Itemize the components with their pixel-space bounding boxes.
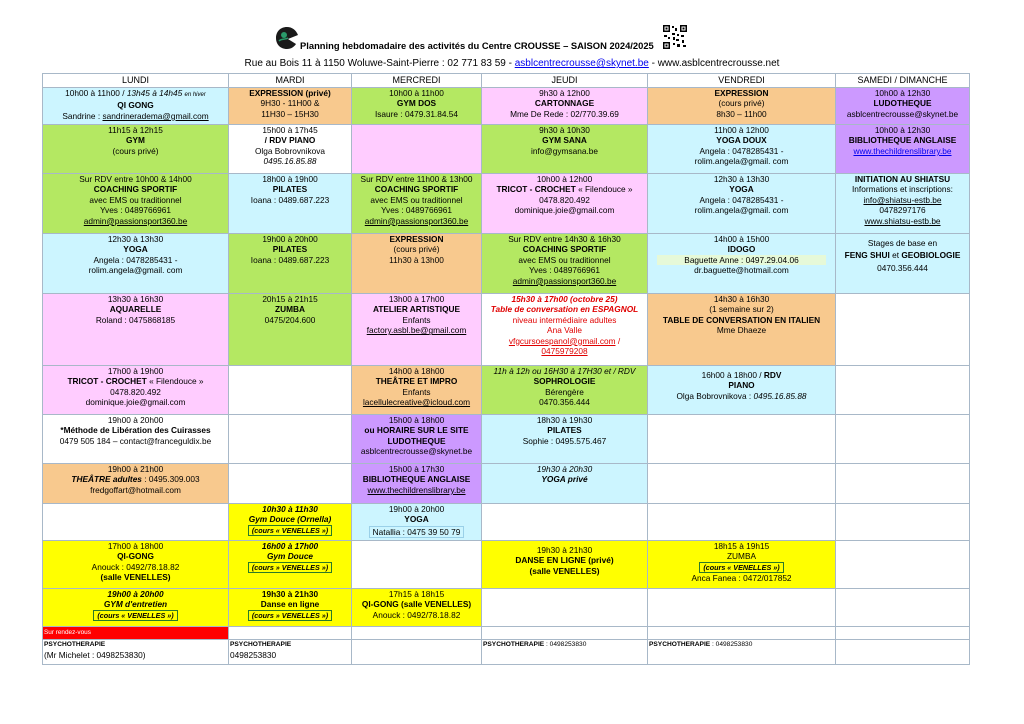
activity-cell: 10h00 à 11h00 / 13h45 à 14h45 en hiver QI GONG Sandrine : sandrineradema@gmail.com xyxy=(43,88,229,125)
address-line: Rue au Bois 11 à 1150 Woluwe-Saint-Pierre : 02 771 83 59 - asblcentrecrousse@skynet.be - www.asblcentrecrousse.net xyxy=(244,58,780,69)
table-row xyxy=(43,234,970,294)
empty-cell xyxy=(482,627,648,640)
centre-crousse-logo-icon xyxy=(275,26,299,50)
activity-cell: 14h00 à 18h00 THEÂTRE ET IMPRO Enfants lacellulecreative@icloud.com xyxy=(352,366,482,415)
activity-cell: 16h00 à 18h00 / RDV PIANO Olga Bobrovnikova : 0495.16.85.88 xyxy=(648,366,836,415)
activity-cell: 19h00 à 20h00 GYM d'entretien (cours « VENELLES ») xyxy=(43,589,229,627)
venelles-badge: (cours « VENELLES ») xyxy=(699,562,783,573)
day-header-mardi: MARDI xyxy=(229,74,352,88)
empty-cell xyxy=(229,464,352,504)
table-row xyxy=(43,415,970,464)
day-header-mercredi: MERCREDI xyxy=(352,74,482,88)
activity-cell: 16h00 à 17h00 Gym Douce (cours » VENELLES ») xyxy=(229,541,352,589)
empty-cell xyxy=(229,627,352,640)
activity-cell: 10h00 à 11h00 GYM DOS Isaure : 0479.31.84.54 xyxy=(352,88,482,125)
activity-cell: 10h30 à 11h30 Gym Douce (Ornella) (cours « VENELLES ») xyxy=(229,504,352,541)
table-row xyxy=(43,464,970,504)
activity-cell: 9h30 à 12h00 CARTONNAGE Mme De Rede : 02/770.39.69 xyxy=(482,88,648,125)
venelles-badge: (cours « VENELLES ») xyxy=(248,525,332,536)
activity-cell: 11h15 à 12h15 GYM (cours privé) xyxy=(43,125,229,174)
empty-cell xyxy=(482,504,648,541)
activity-cell: 10h00 à 12h00 TRICOT - CROCHET « Filendouce » 0478.820.492 dominique.joie@gmail.com xyxy=(482,174,648,234)
activity-cell: 10h00 à 12h30 BIBLIOTHEQUE ANGLAISE www.thechildrenslibrary.be xyxy=(836,125,970,174)
empty-cell xyxy=(352,627,482,640)
empty-cell xyxy=(836,627,970,640)
day-header-row xyxy=(43,74,970,88)
activity-cell: 10h00 à 12h30 LUDOTHEQUE asblcentrecrousse@skynet.be xyxy=(836,88,970,125)
table-row xyxy=(43,294,970,366)
day-header-samedi-dimanche: SAMEDI / DIMANCHE xyxy=(836,74,970,88)
empty-cell xyxy=(229,366,352,415)
activity-cell: PSYCHOTHERAPIE : 0498253830 xyxy=(482,640,648,665)
page-header xyxy=(0,24,1024,72)
email-link[interactable]: admin@passionsport360.be xyxy=(512,275,617,286)
activity-cell: 13h00 à 17h00 ATELIER ARTISTIQUE Enfants factory.asbl.be@gmail.com xyxy=(352,294,482,366)
activity-cell: Sur RDV entre 14h30 & 16h30 COACHING SPORTIF avec EMS ou traditionnel Yves : 0489766961 admin@passionsport360.be xyxy=(482,234,648,294)
empty-cell xyxy=(352,541,482,589)
empty-cell xyxy=(836,504,970,541)
activity-cell: PSYCHOTHERAPIE 0498253830 xyxy=(229,640,352,665)
day-header-vendredi: VENDREDI xyxy=(648,74,836,88)
table-row xyxy=(43,174,970,234)
activity-cell: 17h00 à 18h00 QI-GONG Anouck : 0492/78.18.82 (salle VENELLES) xyxy=(43,541,229,589)
empty-cell xyxy=(836,541,970,589)
activity-cell: 12h30 à 13h30 YOGA Angela : 0478285431 - rolim.angela@gmail. com xyxy=(648,174,836,234)
activity-cell: 19h00 à 20h00 *Méthode de Libération des Cuirasses 0479 505 184 – contact@franceguldix.be xyxy=(43,415,229,464)
email-link[interactable]: vfgcursoespanol@gmail.com xyxy=(508,335,616,346)
activity-cell: 14h30 à 16h30 (1 semaine sur 2) TABLE DE CONVERSATION EN ITALIEN Mme Dhaeze xyxy=(648,294,836,366)
email-link[interactable]: lacellulecreative@icloud.com xyxy=(362,397,471,408)
email-link[interactable]: info@shiatsu-estb.be xyxy=(863,194,942,205)
activity-cell: 13h30 à 16h30 AQUARELLE Roland : 0475868185 xyxy=(43,294,229,366)
email-link[interactable]: admin@passionsport360.be xyxy=(83,215,188,226)
empty-cell xyxy=(836,366,970,415)
empty-cell xyxy=(648,415,836,464)
table-row xyxy=(43,627,970,640)
activity-cell: 11h à 12h ou 16H30 à 17H30 et / RDV SOPHROLOGIE Bérengère 0470.356.444 xyxy=(482,366,648,415)
activity-cell: 18h00 à 19h00 PILATES Ioana : 0489.687.223 xyxy=(229,174,352,234)
activity-cell: EXPRESSION (privé) 9H30 - 11H00 & 11H30 – 15H30 xyxy=(229,88,352,125)
empty-cell xyxy=(352,125,482,174)
activity-cell: 15h30 à 17h00 (octobre 25) Table de conversation en ESPAGNOL niveau intermédiaire adultes Ana Valle vfgcursoespanol@gmail.com / 0475979208 xyxy=(482,294,648,366)
website-link[interactable]: www.thechildrenslibrary.be xyxy=(853,145,952,156)
activity-cell: EXPRESSION (cours privé) 8h30 – 11h00 xyxy=(648,88,836,125)
activity-cell: Sur rendez-vous xyxy=(43,627,229,640)
activity-cell: 12h30 à 13h30 YOGA Angela : 0478285431 - rolim.angela@gmail. com xyxy=(43,234,229,294)
website-link[interactable]: www.shiatsu-estb.be xyxy=(864,215,941,226)
activity-cell: 19h30 à 20h30 YOGA privé xyxy=(482,464,648,504)
activity-cell: 15h00 à 18h00 ou HORAIRE SUR LE SITE LUDOTHEQUE asblcentrecrousse@skynet.be xyxy=(352,415,482,464)
activity-cell: 19h30 à 21h30 DANSE EN LIGNE (privé) (salle VENELLES) xyxy=(482,541,648,589)
activity-cell: Stages de base en FENG SHUI et GEOBIOLOGIE 0470.356.444 xyxy=(836,234,970,294)
activity-cell: 15h00 à 17h45 / RDV PIANO Olga Bobrovnikova 0495.16.85.88 xyxy=(229,125,352,174)
empty-cell xyxy=(836,640,970,665)
activity-cell: 15h00 à 17h30 BIBLIOTHEQUE ANGLAISE www.thechildrenslibrary.be xyxy=(352,464,482,504)
empty-cell xyxy=(482,589,648,627)
venelles-badge: (cours » VENELLES ») xyxy=(248,610,332,621)
activity-cell: 11h00 à 12h00 YOGA DOUX Angela : 0478285431 - rolim.angela@gmail. com xyxy=(648,125,836,174)
page-title: Planning hebdomadaire des activités du Centre CROUSSE – SAISON 2024/2025 xyxy=(300,40,654,51)
activity-cell: 20h15 à 21h15 ZUMBA 0475/204.600 xyxy=(229,294,352,366)
email-link[interactable]: admin@passionsport360.be xyxy=(364,215,469,226)
table-row xyxy=(43,88,970,125)
activity-cell: 9h30 à 10h30 GYM SANA info@gymsana.be xyxy=(482,125,648,174)
day-header-jeudi: JEUDI xyxy=(482,74,648,88)
empty-cell xyxy=(43,504,229,541)
empty-cell xyxy=(836,294,970,366)
table-row xyxy=(43,366,970,415)
activity-cell: INITIATION AU SHIATSU Informations et inscriptions: info@shiatsu-estb.be 0478297176 www.shiatsu-estb.be xyxy=(836,174,970,234)
venelles-badge: (cours » VENELLES ») xyxy=(248,562,332,573)
email-link[interactable]: factory.asbl.be@gmail.com xyxy=(366,325,467,336)
qr-code-icon[interactable] xyxy=(662,24,688,50)
activity-cell: 18h30 à 19h30 PILATES Sophie : 0495.575.467 xyxy=(482,415,648,464)
empty-cell xyxy=(648,627,836,640)
empty-cell xyxy=(648,464,836,504)
activity-cell: 19h00 à 20h00 PILATES Ioana : 0489.687.223 xyxy=(229,234,352,294)
table-row xyxy=(43,541,970,589)
schedule-table xyxy=(42,73,970,665)
table-row xyxy=(43,504,970,541)
empty-cell xyxy=(836,589,970,627)
table-row xyxy=(43,589,970,627)
empty-cell xyxy=(352,640,482,665)
activity-cell: PSYCHOTHERAPIE : 0498253830 xyxy=(648,640,836,665)
empty-cell xyxy=(648,504,836,541)
empty-cell xyxy=(836,415,970,464)
activity-cell: Sur RDV entre 11h00 & 13h00 COACHING SPORTIF avec EMS ou traditionnel Yves : 0489766961 admin@passionsport360.be xyxy=(352,174,482,234)
activity-cell: 19h00 à 20h00 YOGA Natallia : 0475 39 50 79 xyxy=(352,504,482,541)
day-header-lundi: LUNDI xyxy=(43,74,229,88)
centre-email-link[interactable]: asblcentrecrousse@skynet.be xyxy=(514,58,649,69)
empty-cell xyxy=(836,464,970,504)
activity-cell: 18h15 à 19h15 ZUMBA (cours « VENELLES ») Anca Fanea : 0472/017852 xyxy=(648,541,836,589)
empty-cell xyxy=(648,589,836,627)
empty-cell xyxy=(229,415,352,464)
table-row xyxy=(43,125,970,174)
activity-cell: 19h00 à 21h00 THEÂTRE adultes : 0495.309.003 fredgoffart@hotmail.com xyxy=(43,464,229,504)
table-row xyxy=(43,640,970,665)
activity-cell: 19h30 à 21h30 Danse en ligne (cours » VENELLES ») xyxy=(229,589,352,627)
activity-cell: EXPRESSION (cours privé) 11h30 à 13h00 xyxy=(352,234,482,294)
activity-cell: PSYCHOTHERAPIE (Mr Michelet : 0498253830) xyxy=(43,640,229,665)
activity-cell: 14h00 à 15h00 IDOGO Baguette Anne : 0497.29.04.06 dr.baguette@hotmail.com xyxy=(648,234,836,294)
activity-cell: 17h15 à 18h15 QI-GONG (salle VENELLES) Anouck : 0492/78.18.82 xyxy=(352,589,482,627)
email-link[interactable]: sandrineradema@gmail.com xyxy=(102,110,209,121)
venelles-badge: (cours « VENELLES ») xyxy=(93,610,177,621)
activity-cell: Sur RDV entre 10h00 & 14h00 COACHING SPORTIF avec EMS ou traditionnel Yves : 0489766961 admin@passionsport360.be xyxy=(43,174,229,234)
website-link[interactable]: www.thechildrenslibrary.be xyxy=(367,484,466,495)
activity-cell: 17h00 à 19h00 TRICOT - CROCHET « Filendouce » 0478.820.492 dominique.joie@gmail.com xyxy=(43,366,229,415)
